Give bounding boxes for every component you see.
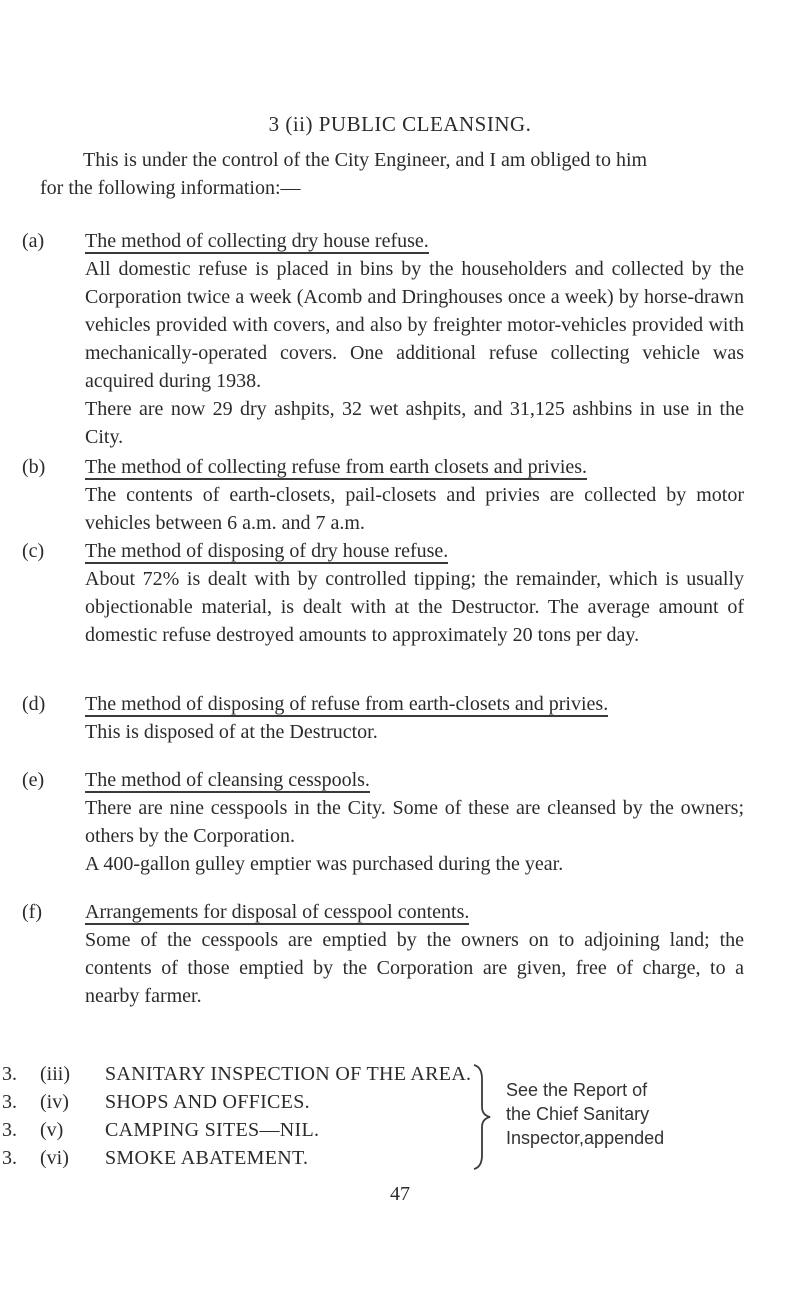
section-paragraph: All domestic refuse is placed in bins by the householders and collected by the Corporation twice a week (Acomb and Dringhouses once a week) by horse-drawn vehicles provided with covers, and also by freighter motor-vehicles provided with mechanically-operated covers. One additional refuse collecting vehicle was acquired during 1938. bbox=[85, 258, 744, 392]
section-heading: The method of collecting dry house refuse. bbox=[85, 230, 429, 252]
section-label: (b) bbox=[22, 456, 46, 478]
section-label: (c) bbox=[22, 540, 45, 562]
list-roman: (iii) bbox=[40, 1063, 70, 1085]
section-heading: The method of disposing of dry house refuse. bbox=[85, 540, 449, 562]
intro-paragraph bbox=[40, 146, 745, 202]
list-number: 3. bbox=[2, 1119, 17, 1141]
section-label: (f) bbox=[22, 901, 42, 923]
section-paragraph: A 400-gallon gulley emptier was purchased during the year. bbox=[85, 853, 564, 875]
section-paragraph: This is disposed of at the Destructor. bbox=[85, 721, 378, 743]
side-note-line: the Chief Sanitary bbox=[506, 1104, 650, 1124]
list-roman: (v) bbox=[40, 1119, 64, 1141]
list-number: 3. bbox=[2, 1147, 17, 1169]
section-paragraph: The contents of earth-closets, pail-closets and privies are collected by motor vehicles between 6 a.m. and 7 a.m. bbox=[85, 484, 744, 534]
section-paragraph: There are nine cesspools in the City. Some of these are cleansed by the owners; others by the Corporation. bbox=[85, 797, 744, 847]
section-label: (a) bbox=[22, 230, 45, 252]
section-heading: The method of cleansing cesspools. bbox=[85, 769, 370, 791]
section-heading: The method of disposing of refuse from earth-closets and privies. bbox=[85, 693, 609, 715]
list-number: 3. bbox=[2, 1063, 17, 1085]
side-note bbox=[506, 1078, 756, 1150]
section-heading: Arrangements for disposal of cesspool contents. bbox=[85, 901, 470, 923]
right-brace-icon bbox=[468, 1063, 498, 1171]
section-label: (d) bbox=[22, 693, 46, 715]
page-number: 47 bbox=[390, 1183, 410, 1205]
section-paragraph: There are now 29 dry ashpits, 32 wet ashpits, and 31,125 ashbins in use in the City. bbox=[85, 398, 744, 448]
list-item bbox=[0, 1144, 520, 1172]
list-item bbox=[0, 1088, 520, 1116]
list-text: CAMPING SITES—NIL. bbox=[105, 1119, 320, 1141]
list-item bbox=[0, 1060, 520, 1088]
side-note-line: Inspector,appended bbox=[506, 1128, 665, 1148]
list-text: SANITARY INSPECTION OF THE AREA. bbox=[105, 1063, 472, 1085]
section-body bbox=[85, 926, 744, 1010]
intro-line-2: for the following information:— bbox=[40, 177, 301, 199]
section-label: (e) bbox=[22, 769, 45, 791]
intro-line-1: This is under the control of the City Engineer, and I am obliged to him bbox=[83, 149, 648, 171]
section-body bbox=[85, 481, 744, 537]
section-body bbox=[85, 565, 744, 649]
list-text: SHOPS AND OFFICES. bbox=[105, 1091, 310, 1113]
side-note-line: See the Report of bbox=[506, 1080, 648, 1100]
section-heading: The method of collecting refuse from earth closets and privies. bbox=[85, 456, 588, 478]
section-body bbox=[85, 718, 744, 746]
section-body bbox=[85, 794, 744, 878]
list-text: SMOKE ABATEMENT. bbox=[105, 1147, 309, 1169]
section-paragraph: Some of the cesspools are emptied by the owners on to adjoining land; the contents of those emptied by the Corporation are given, free of charge, to a nearby farmer. bbox=[85, 929, 744, 1007]
list-item bbox=[0, 1116, 520, 1144]
section-paragraph: About 72% is dealt with by controlled tipping; the remainder, which is usually objectionable material, is dealt with at the Destructor. The average amount of domestic refuse destroyed amounts to approximately 20 tons per day. bbox=[85, 568, 744, 646]
list-roman: (vi) bbox=[40, 1147, 69, 1169]
page-title: 3 (ii) PUBLIC CLEANSING. bbox=[268, 112, 532, 136]
section-body bbox=[85, 255, 744, 451]
list-number: 3. bbox=[2, 1091, 17, 1113]
list-roman: (iv) bbox=[40, 1091, 69, 1113]
